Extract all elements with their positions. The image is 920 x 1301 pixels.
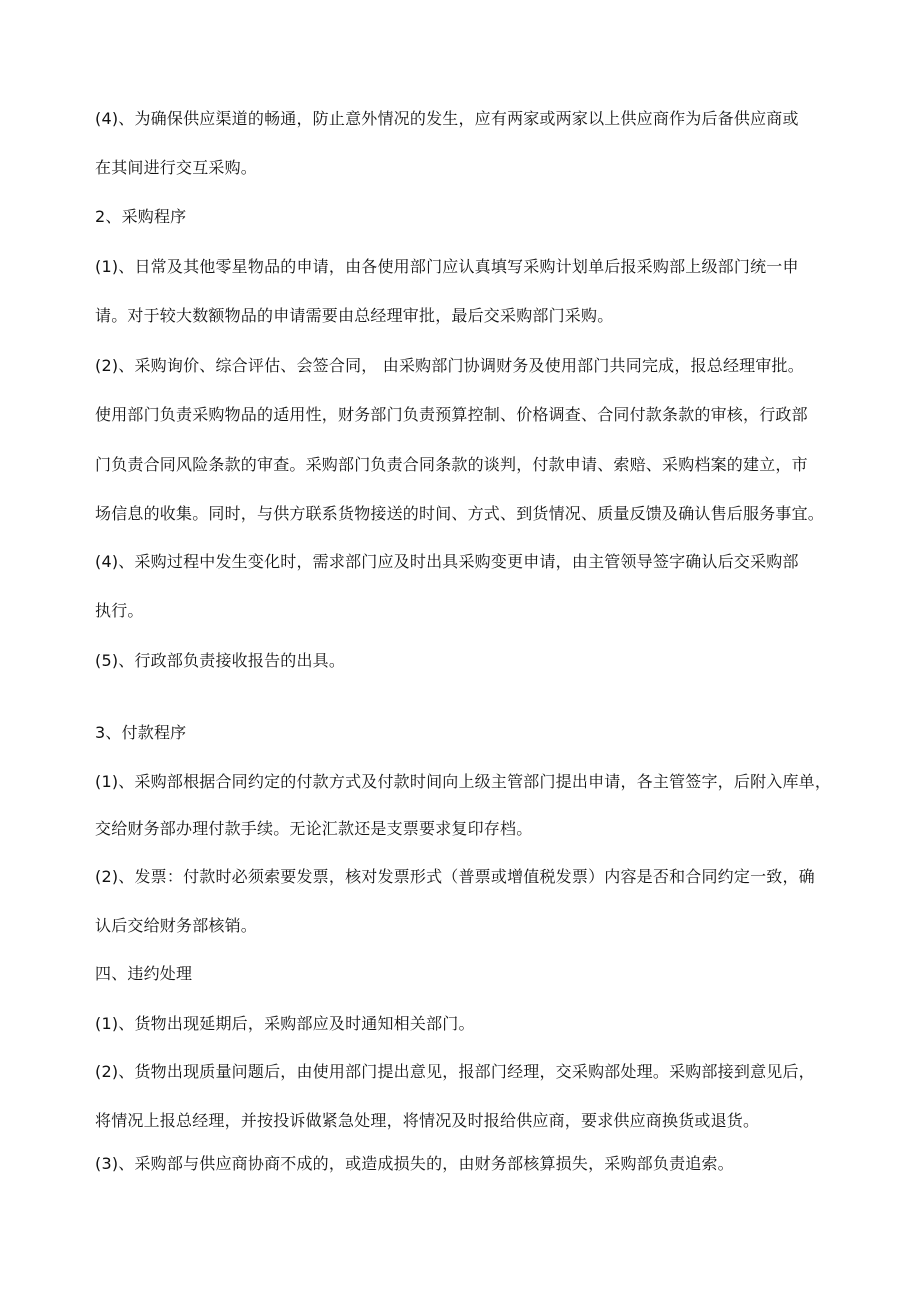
text-line: (5)、行政部负责接收报告的出具。 — [95, 651, 346, 670]
text-line: 使用部门负责采购物品的适用性，财务部门负责预算控制、价格调查、合同付款条款的审核，行政部 — [95, 405, 808, 424]
text-line: (2)、货物出现质量问题后，由使用部门提出意见，报部门经理，交采购部处理。采购部接到意见后， — [95, 1062, 815, 1081]
section-heading: 2、采购程序 — [95, 207, 187, 226]
text-line: 将情况上报总经理，并按投诉做紧急处理，将情况及时报给供应商，要求供应商换货或退货。 — [95, 1111, 760, 1130]
text-line: (3)、采购部与供应商协商不成的，或造成损失的，由财务部核算损失，采购部负责追索。 — [95, 1154, 734, 1173]
text-line: 在其间进行交互采购。 — [95, 158, 258, 177]
section-heading: 四、违约处理 — [95, 964, 193, 983]
text-line: 场信息的收集。同时，与供方联系货物接送的时间、方式、到货情况、质量反馈及确认售后服务事宜。 — [95, 504, 825, 523]
text-line: (2)、发票：付款时必须索要发票，核对发票形式（普票或增值税发票）内容是否和合同约定一致，确 — [95, 867, 815, 886]
text-line: (4)、采购过程中发生变化时，需求部门应及时出具采购变更申请，由主管领导签字确认后交采购部 — [95, 552, 799, 571]
text-line: (4)、为确保供应渠道的畅通，防止意外情况的发生，应有两家或两家以上供应商作为后备供应商或 — [95, 109, 799, 128]
text-line: (1)、日常及其他零星物品的申请，由各使用部门应认真填写采购计划单后报采购部上级部门统一申 — [95, 257, 799, 276]
text-line: (1)、货物出现延期后，采购部应及时通知相关部门。 — [95, 1014, 475, 1033]
text-line: 执行。 — [95, 601, 144, 620]
text-line: (2)、采购询价、综合评估、会签合同， 由采购部门协调财务及使用部门共同完成，报总经理审批。 — [95, 356, 804, 375]
text-line: 门负责合同风险条款的审查。采购部门负责合同条款的谈判，付款申请、索赔、采购档案的建立，市 — [95, 455, 808, 474]
text-line: (1)、采购部根据合同约定的付款方式及付款时间向上级主管部门提出申请，各主管签字，后附入库单， — [95, 772, 832, 791]
section-heading: 3、付款程序 — [95, 723, 187, 742]
text-line: 请。对于较大数额物品的申请需要由总经理审批，最后交采购部门采购。 — [95, 306, 614, 325]
text-line: 认后交给财务部核销。 — [95, 916, 258, 935]
text-line: 交给财务部办理付款手续。无论汇款还是支票要求复印存档。 — [95, 819, 533, 838]
